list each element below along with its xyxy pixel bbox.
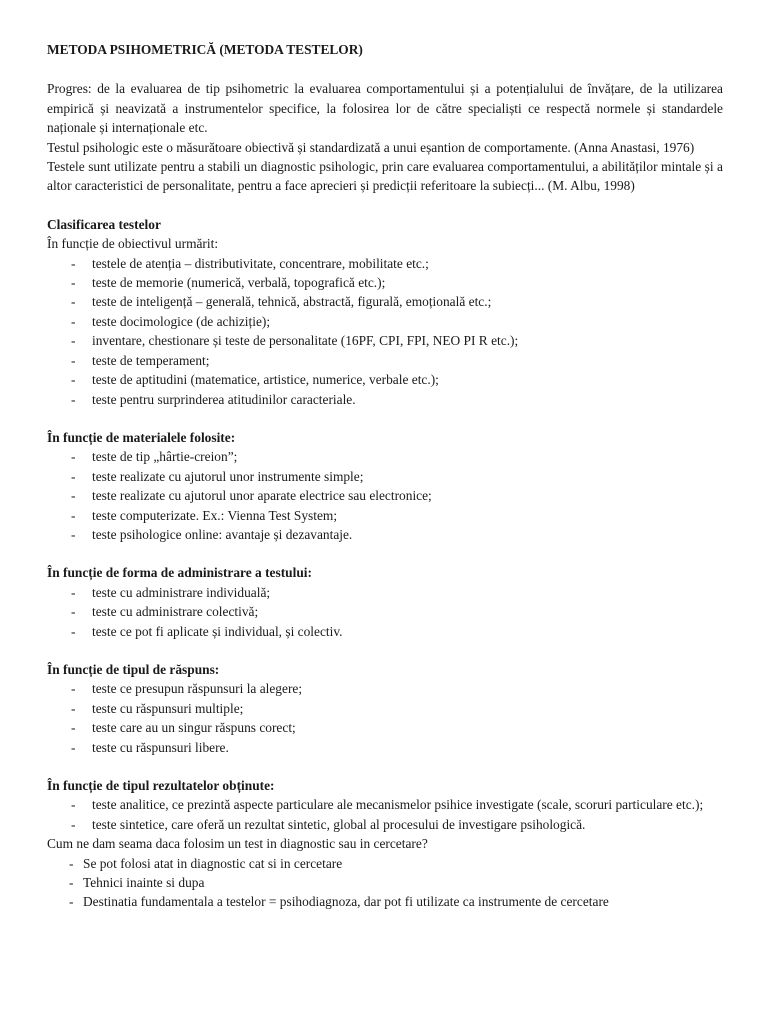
list-item: - teste de inteligență – generală, tehnică, abstractă, figurală, emoțională etc.; bbox=[47, 292, 723, 311]
administration-list bbox=[47, 583, 723, 641]
list-item: - teste computerizate. Ex.: Vienna Test System; bbox=[47, 506, 723, 525]
list-item: - teste realizate cu ajutorul unor aparate electrice sau electronice; bbox=[47, 486, 723, 505]
list-item: - teste cu administrare colectivă; bbox=[47, 602, 723, 621]
list-item: - teste cu răspunsuri libere. bbox=[47, 738, 723, 757]
spacer bbox=[47, 544, 723, 563]
response-list bbox=[47, 679, 723, 757]
list-item: - testele de atenția – distributivitate, concentrare, mobilitate etc.; bbox=[47, 254, 723, 273]
list-item: - teste ce pot fi aplicate și individual, și colectiv. bbox=[47, 622, 723, 641]
list-item: - teste ce presupun răspunsuri la alegere; bbox=[47, 679, 723, 698]
classification-heading: Clasificarea testelor bbox=[47, 216, 161, 232]
list-item: - teste pentru surprinderea atitudinilor caracteriale. bbox=[47, 390, 723, 409]
list-item: - teste docimologice (de achiziție); bbox=[47, 312, 723, 331]
list-item: - teste cu răspunsuri multiple; bbox=[47, 699, 723, 718]
response-heading: În funcție de tipul de răspuns: bbox=[47, 661, 220, 677]
list-item: - teste psihologice online: avantaje și dezavantaje. bbox=[47, 525, 723, 544]
list-item: - teste care au un singur răspuns corect; bbox=[47, 718, 723, 737]
list-item: - teste analitice, ce prezintă aspecte particulare ale mecanismelor psihice investigate (scale, scoruri particulare etc.); bbox=[47, 795, 723, 814]
document-title: METODA PSIHOMETRICĂ (METODA TESTELOR) bbox=[47, 42, 363, 57]
usage-question: Cum ne dam seama daca folosim un test in diagnostic sau in cercetare? bbox=[47, 836, 428, 852]
list-item: - inventare, chestionare și teste de personalitate (16PF, CPI, FPI, NEO PI R etc.); bbox=[47, 331, 723, 350]
materials-heading: În funcție de materialele folosite: bbox=[47, 429, 236, 445]
materials-list bbox=[47, 447, 723, 544]
spacer bbox=[47, 757, 723, 776]
results-list bbox=[47, 795, 723, 834]
list-item: - teste de tip „hârtie-creion”; bbox=[47, 447, 723, 466]
document-page bbox=[47, 40, 723, 912]
objective-list bbox=[47, 254, 723, 409]
list-item: - Tehnici inainte si dupa bbox=[47, 873, 723, 892]
intro-paragraph-progress: Progres: de la evaluarea de tip psihometric la evaluarea comportamentului și a potențialului de învățare, de la utilizarea empirică și neavizată a instrumentelor specifice, la folosirea lor de către specialiști ce respectă normele și standardele naționale și internaționale etc. bbox=[47, 81, 723, 136]
list-item: - teste realizate cu ajutorul unor instrumente simple; bbox=[47, 467, 723, 486]
usage-list bbox=[47, 854, 723, 912]
spacer bbox=[47, 641, 723, 660]
list-item: - teste de aptitudini (matematice, artistice, numerice, verbale etc.); bbox=[47, 370, 723, 389]
list-item: - teste cu administrare individuală; bbox=[47, 583, 723, 602]
list-item: - teste de memorie (numerică, verbală, topografică etc.); bbox=[47, 273, 723, 292]
spacer bbox=[47, 196, 723, 215]
intro-paragraph-definition: Testul psihologic este o măsurătoare obiectivă și standardizată a unui eșantion de comportamente. (Anna Anastasi, 1976) bbox=[47, 139, 695, 155]
spacer bbox=[47, 409, 723, 428]
list-item: - teste sintetice, care oferă un rezultat sintetic, global al procesului de investigare psihologică. bbox=[47, 815, 723, 834]
objective-subheading: În funcție de obiectivul urmărit: bbox=[47, 236, 219, 252]
list-item: - Se pot folosi atat in diagnostic cat si in cercetare bbox=[47, 854, 723, 873]
list-item: - Destinatia fundamentala a testelor = psihodiagnoza, dar pot fi utilizate ca instrumente de cercetare bbox=[47, 892, 723, 911]
list-item: - teste de temperament; bbox=[47, 351, 723, 370]
intro-paragraph-usage: Testele sunt utilizate pentru a stabili un diagnostic psihologic, prin care evaluarea comportamentului, a abilităților mintale și a altor caracteristici de personalitate, pentru a face aprecieri și predicții referitoare la subiecți... (M. Albu, 1998) bbox=[47, 159, 723, 194]
administration-heading: În funcție de forma de administrare a testului: bbox=[47, 565, 312, 581]
results-heading: În funcție de tipul rezultatelor obținute: bbox=[47, 778, 275, 793]
